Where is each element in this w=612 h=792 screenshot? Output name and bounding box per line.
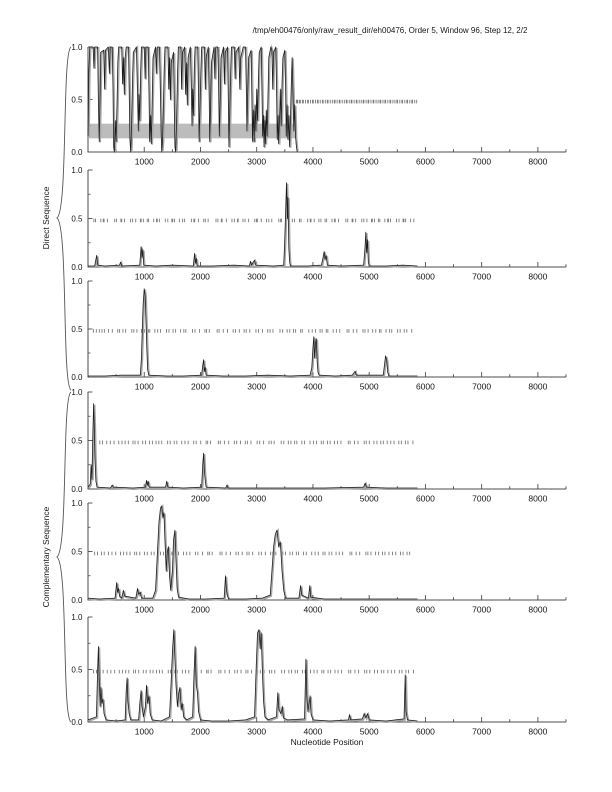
y-tick-label: 0.5 [71,547,83,557]
x-axis-ticks [116,717,566,737]
orf-marks-row [94,219,414,223]
x-tick-label: 5000 [359,493,379,504]
axes [88,170,566,267]
x-tick-label: 7000 [472,381,492,392]
x-tick-label: 2000 [191,493,210,504]
x-tick-label: 2000 [191,271,210,282]
orf-marks-row [93,670,413,674]
x-tick-label: 4000 [303,156,323,167]
y-axis-ticks [71,277,92,382]
y-tick-label: 0.5 [71,95,83,105]
orf-marks-row [93,329,411,333]
panel-direct-frame-2 [71,166,566,282]
x-tick-label: 7000 [472,271,492,282]
panel-complementary-frame-1 [71,388,566,504]
x-tick-label: 1000 [134,271,154,282]
x-tick-label: 4000 [303,493,323,504]
x-tick-label: 1000 [134,493,154,504]
x-tick-label: 1000 [134,726,154,737]
orf-marks-row [95,552,410,556]
plot-title: /tmp/eh00476/only/raw_result_dir/eh00476, Order 5, Window 96, Step 12, 2/2 [252,26,528,35]
y-tick-label: 0.0 [71,595,83,605]
y-tick-label: 1.0 [71,42,83,52]
x-tick-label: 7000 [472,726,492,737]
x-tick-label: 7000 [472,156,492,167]
x-tick-label: 4000 [303,381,323,392]
x-axis-ticks [116,372,566,392]
x-tick-label: 2000 [191,604,210,615]
x-tick-label: 2000 [191,156,210,167]
x-tick-label: 3000 [247,493,267,504]
x-axis-ticks [116,262,566,282]
y-axis-ticks [71,613,92,727]
y-tick-label: 0.0 [71,372,83,382]
probability-curve-shadow [89,290,419,377]
y-tick-label: 0.5 [71,665,83,675]
x-tick-label: 7000 [472,493,492,504]
y-tick-label: 0.5 [71,214,83,224]
x-tick-label: 1000 [134,156,154,167]
x-tick-label: 8000 [528,493,548,504]
complementary-sequence-group-label: Complementary Sequence [41,506,51,608]
axes [88,281,566,377]
x-tick-label: 6000 [415,604,435,615]
complementary-group-brace [57,392,71,722]
x-tick-label: 8000 [528,156,548,167]
probability-curve [88,183,418,266]
y-tick-label: 0.0 [71,717,83,727]
axes [88,392,566,489]
x-tick-label: 3000 [247,271,267,282]
y-axis-ticks [71,499,92,605]
y-tick-label: 0.0 [71,262,83,272]
y-tick-label: 0.0 [71,484,83,494]
probability-curve-shadow [89,405,419,489]
x-tick-label: 4000 [303,604,323,615]
x-axis-ticks [116,484,566,504]
x-tick-label: 6000 [415,493,435,504]
x-tick-label: 7000 [472,604,492,615]
x-tick-label: 8000 [528,271,548,282]
x-tick-label: 3000 [247,156,267,167]
y-tick-label: 0.5 [71,436,83,446]
x-tick-label: 6000 [415,726,435,737]
x-tick-label: 5000 [359,156,379,167]
x-tick-label: 1000 [134,381,154,392]
x-tick-label: 6000 [415,381,435,392]
x-tick-label: 8000 [528,604,548,615]
x-axis-title: Nucleotide Position [290,737,364,747]
orf-marks-row [93,441,413,445]
x-tick-label: 5000 [359,726,379,737]
y-tick-label: 1.0 [71,612,83,622]
x-tick-label: 8000 [528,726,548,737]
probability-curve-shadow [89,631,419,722]
x-tick-label: 2000 [191,381,210,392]
x-tick-label: 3000 [247,726,267,737]
y-axis-ticks [71,388,92,494]
x-tick-label: 4000 [303,726,323,737]
panel-complementary-frame-3 [71,613,566,737]
panel-complementary-frame-2 [71,499,566,615]
x-tick-label: 6000 [415,156,435,167]
y-axis-ticks [71,166,92,272]
axes [88,617,566,722]
x-tick-label: 4000 [303,271,323,282]
y-tick-label: 1.0 [71,498,83,508]
x-axis-ticks [116,147,566,167]
x-tick-label: 8000 [528,381,548,392]
probability-curve [88,630,418,721]
panel-direct-frame-1 [71,43,566,167]
x-tick-label: 6000 [415,271,435,282]
x-tick-label: 3000 [247,381,267,392]
probability-curve-shadow [89,507,419,600]
y-tick-label: 0.5 [71,324,83,334]
x-tick-label: 1000 [134,604,154,615]
x-tick-label: 5000 [359,604,379,615]
y-tick-label: 1.0 [71,165,83,175]
y-tick-label: 1.0 [71,276,83,286]
probability-curve-shadow [89,184,419,267]
x-tick-label: 5000 [359,381,379,392]
direct-group-brace [57,47,71,390]
x-tick-label: 5000 [359,271,379,282]
direct-sequence-group-label: Direct Sequence [41,186,51,250]
x-tick-label: 3000 [247,604,267,615]
y-tick-label: 1.0 [71,387,83,397]
y-tick-label: 0.0 [71,147,83,157]
orf-marks-row [296,100,416,104]
panel-direct-frame-3 [71,277,566,392]
x-tick-label: 2000 [191,726,210,737]
probability-curve [88,404,418,488]
